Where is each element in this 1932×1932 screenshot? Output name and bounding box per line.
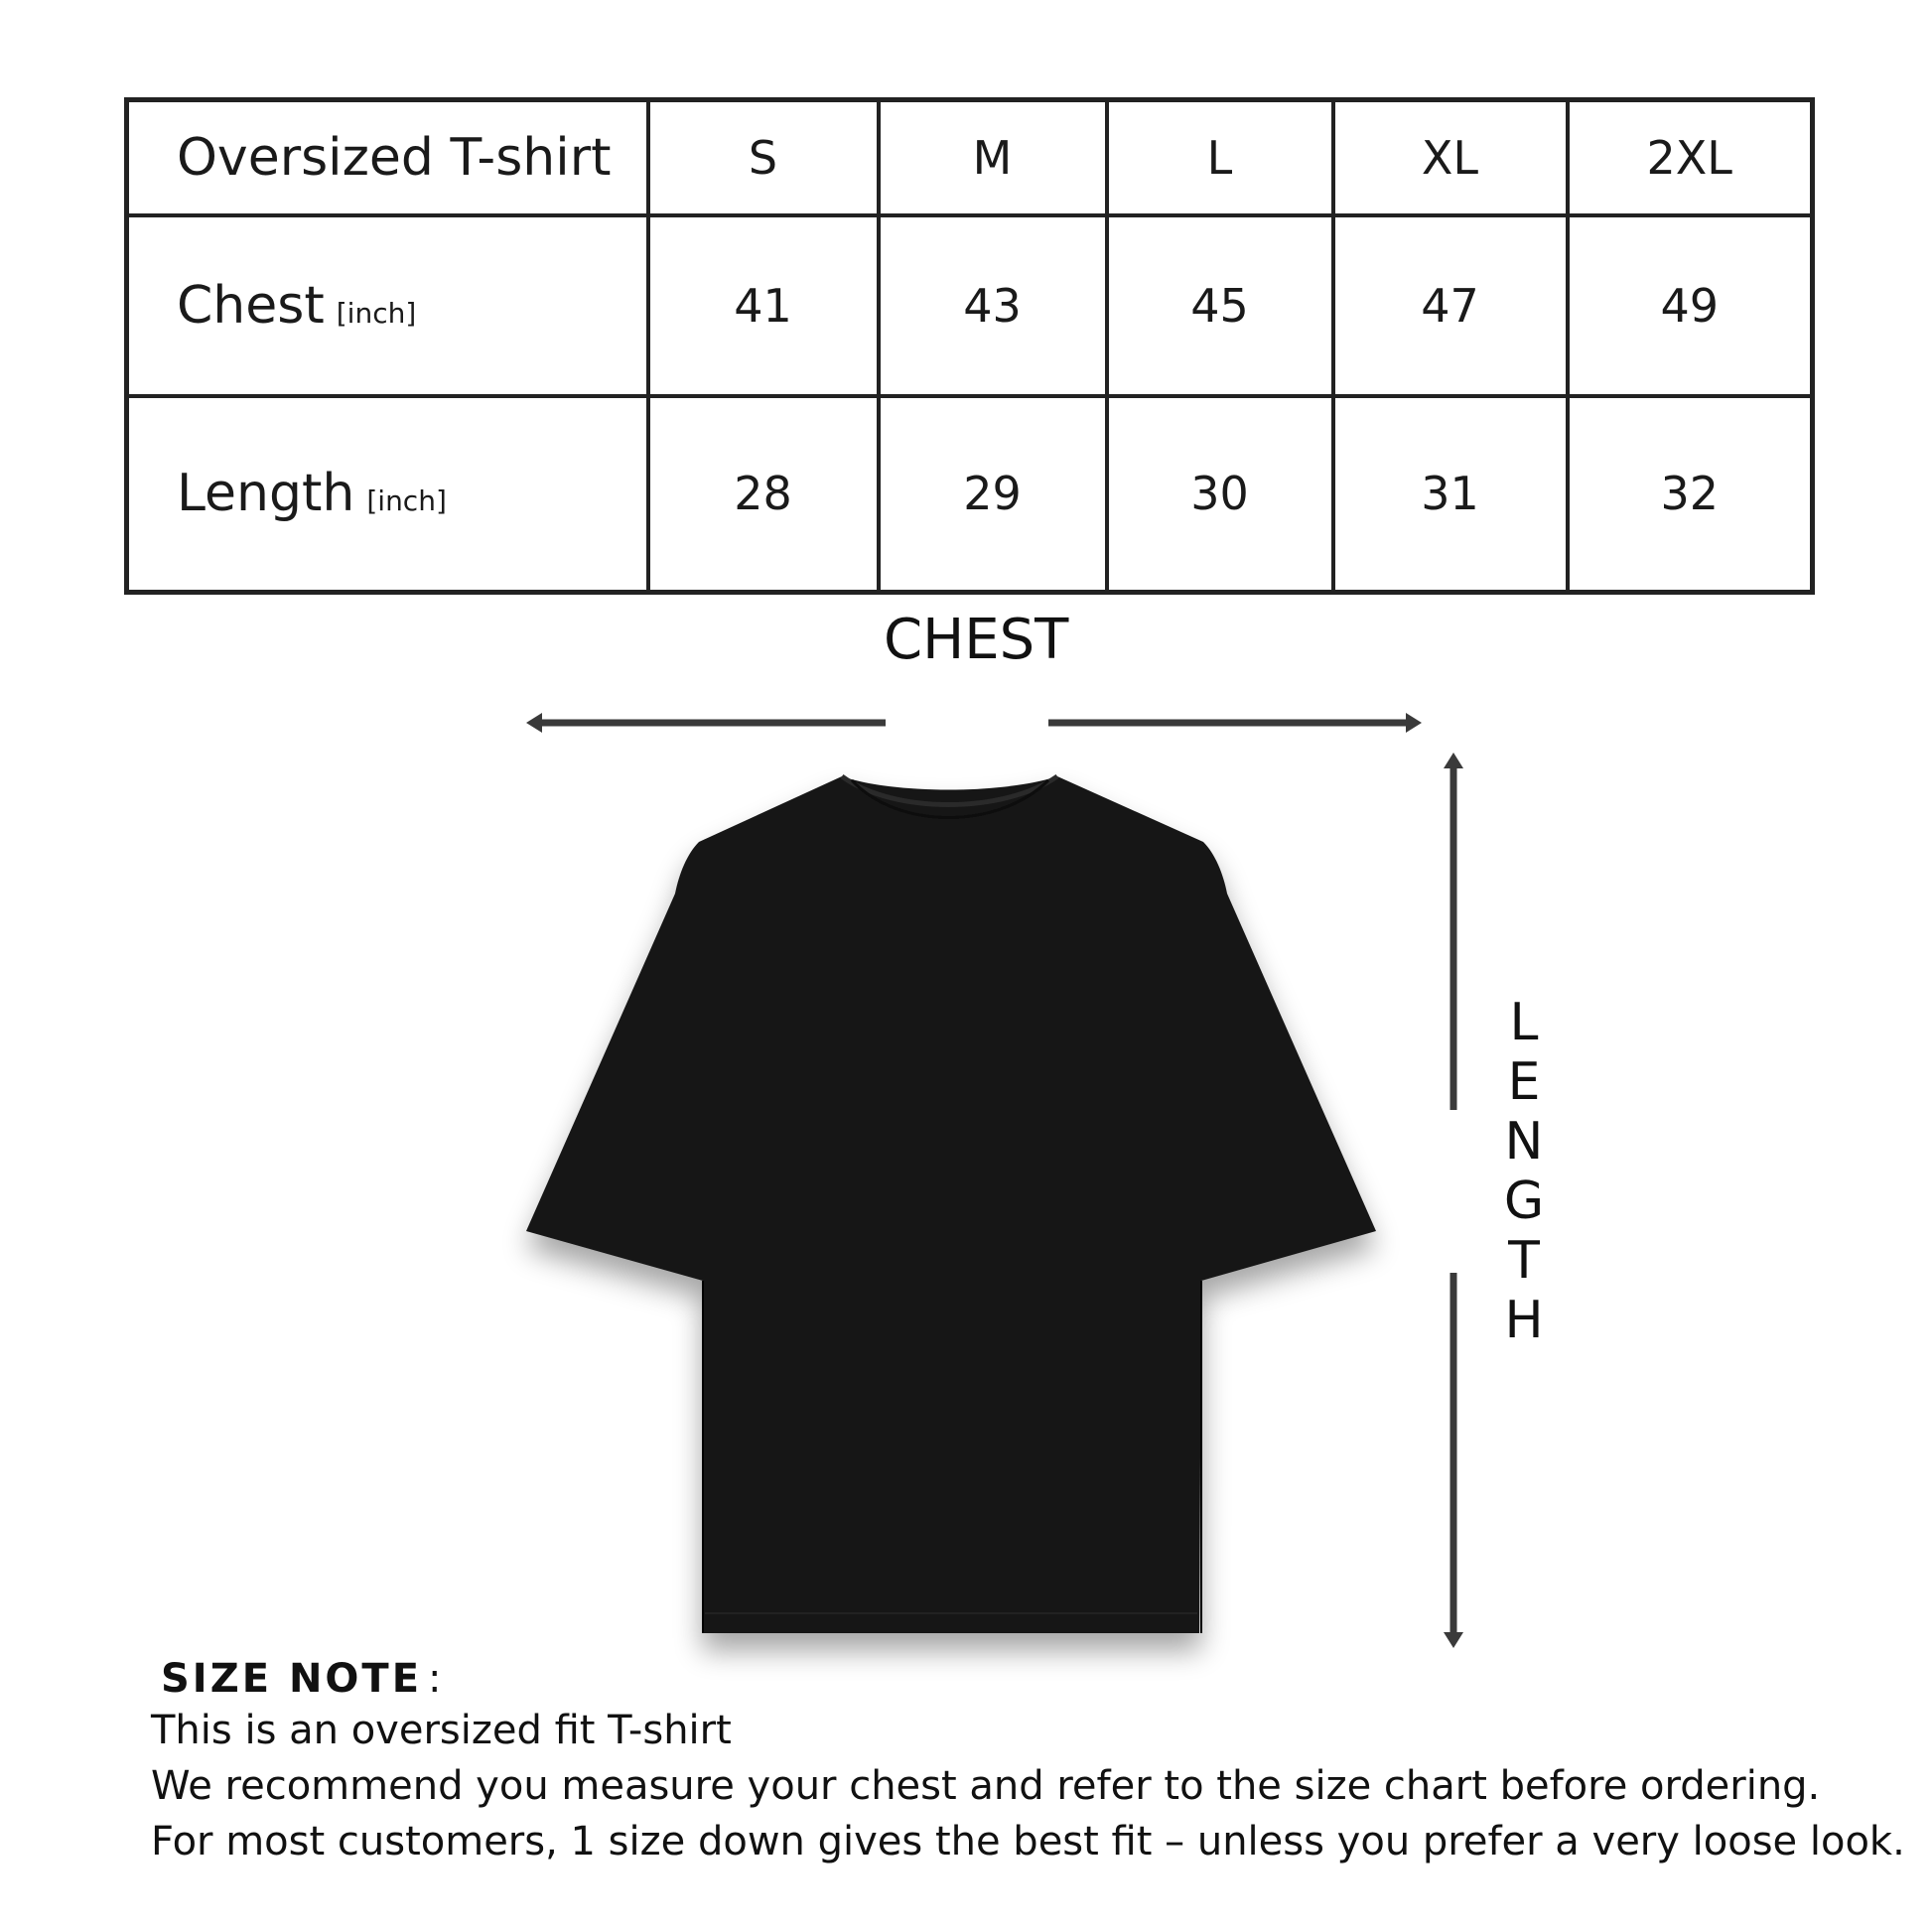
table-cell: 30 [1107,396,1333,593]
table-cell: 43 [879,215,1107,396]
length-letter: E [1507,1052,1541,1112]
length-letter: H [1504,1291,1544,1350]
size-header-2xl: 2XL [1568,100,1813,215]
length-letter: T [1508,1231,1540,1291]
table-title: Oversized T-shirt [127,100,648,215]
size-header-xl: XL [1333,100,1568,215]
row-unit: [inch] [366,484,447,518]
size-note-line-1: This is an oversized fit T-shirt [151,1708,732,1753]
row-label-text: Length [177,464,355,524]
tshirt-image [526,776,1376,1633]
chest-arrow-left [526,713,886,733]
row-label-text: Chest [177,275,325,336]
length-arrow-bottom [1444,1273,1463,1648]
row-unit: [inch] [336,296,417,330]
length-arrow-top [1444,753,1463,1110]
length-letter: G [1503,1172,1545,1231]
table-cell: 31 [1333,396,1568,593]
size-note-colon: : [428,1656,445,1702]
table-cell: 28 [648,396,879,593]
size-header-s: S [648,100,879,215]
chest-measure-label: CHEST [884,608,1069,672]
size-header-l: L [1107,100,1333,215]
length-letter: L [1509,993,1539,1052]
size-note-line-3: For most customers, 1 size down gives the best fit – unless you prefer a very loose look. [151,1819,1905,1864]
length-measure-label [1499,993,1549,1350]
size-note-title-text: SIZE NOTE [161,1656,423,1702]
table-cell: 49 [1568,215,1813,396]
table-cell: 32 [1568,396,1813,593]
size-header-m: M [879,100,1107,215]
table-cell: 41 [648,215,879,396]
table-cell: 45 [1107,215,1333,396]
length-letter: N [1504,1112,1544,1172]
size-note-line-2: We recommend you measure your chest and refer to the size chart before ordering. [151,1763,1821,1809]
table-cell: 29 [879,396,1107,593]
size-note-heading [161,1656,445,1702]
chest-arrow-right [1048,713,1422,733]
table-cell: 47 [1333,215,1568,396]
